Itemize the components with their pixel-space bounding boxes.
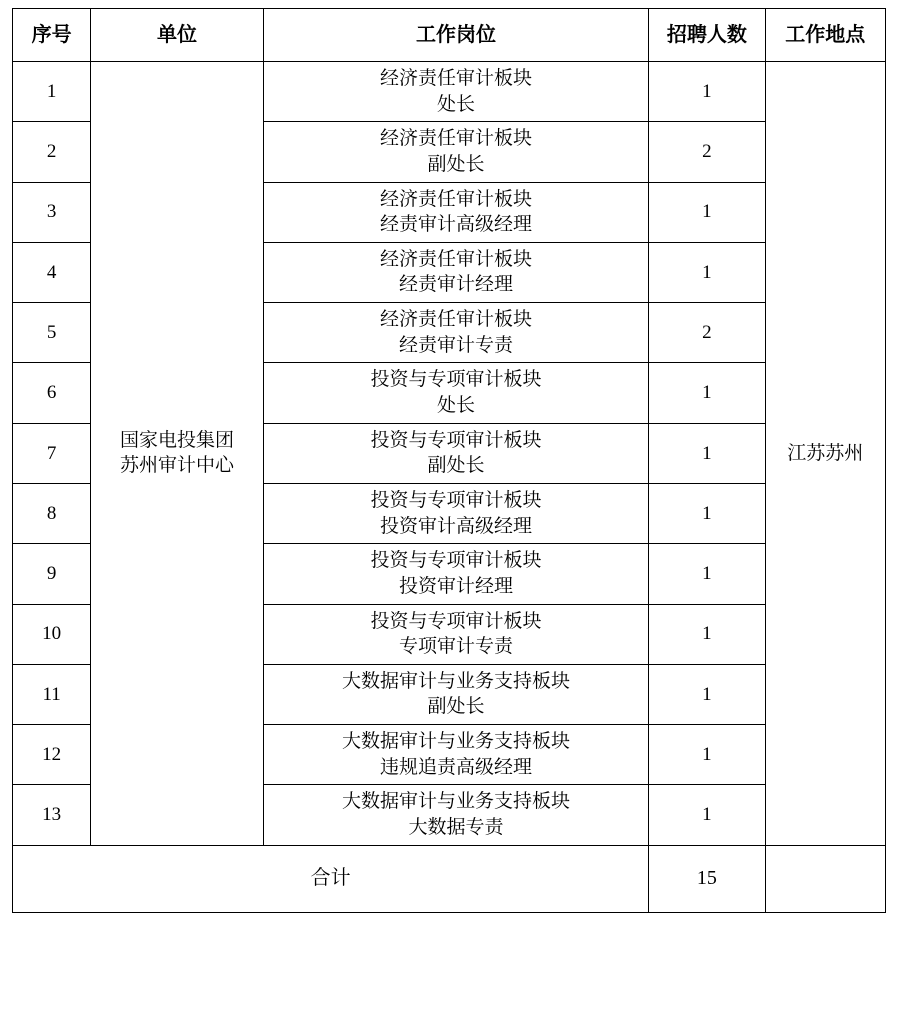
- total-row: [13, 845, 886, 912]
- cell-seq: 8: [13, 483, 91, 543]
- post-line-1: 大数据审计与业务支持板块: [341, 670, 570, 692]
- cell-post: [263, 62, 648, 122]
- cell-num: 1: [649, 604, 765, 664]
- total-num: 15: [649, 845, 765, 912]
- cell-num: 1: [649, 182, 765, 242]
- post-line-1: 投资与专项审计板块: [370, 369, 542, 391]
- total-location-blank: [765, 845, 885, 912]
- cell-post: [263, 664, 648, 724]
- cell-seq: 12: [13, 725, 91, 785]
- post-line-2: 投资审计经理: [398, 575, 513, 597]
- cell-num: 1: [649, 483, 765, 543]
- cell-num: 1: [649, 725, 765, 785]
- cell-num: 2: [649, 122, 765, 182]
- post-line-2: 违规追责高级经理: [379, 756, 532, 778]
- cell-post: [263, 725, 648, 785]
- header-seq: 序号: [13, 9, 91, 62]
- post-line-1: 经济责任审计板块: [379, 188, 532, 210]
- table-row: [13, 62, 886, 122]
- cell-unit: [91, 62, 264, 846]
- cell-post: [263, 363, 648, 423]
- post-line-1: 经济责任审计板块: [379, 68, 532, 89]
- post-line-1: 投资与专项审计板块: [370, 550, 542, 572]
- post-line-2: 大数据专责: [408, 817, 504, 839]
- cell-seq: 6: [13, 363, 91, 423]
- post-line-2: 副处长: [427, 153, 485, 175]
- post-line-1: 投资与专项审计板块: [370, 489, 542, 511]
- post-line-2: 投资审计高级经理: [379, 515, 532, 537]
- cell-post: [263, 303, 648, 363]
- recruitment-table: [12, 8, 886, 913]
- cell-seq: 4: [13, 242, 91, 302]
- cell-seq: 13: [13, 785, 91, 845]
- cell-seq: 9: [13, 544, 91, 604]
- unit-line-2: 苏州审计中心: [120, 455, 235, 477]
- cell-num: 1: [649, 62, 765, 122]
- post-line-1: 投资与专项审计板块: [370, 429, 542, 451]
- total-label: 合计: [13, 845, 649, 912]
- post-line-1: 大数据审计与业务支持板块: [341, 731, 570, 753]
- post-line-1: 经济责任审计板块: [379, 309, 532, 331]
- cell-location: [765, 62, 885, 846]
- table-header: [13, 9, 886, 62]
- cell-num: 2: [649, 303, 765, 363]
- post-line-1: 投资与专项审计板块: [370, 610, 542, 632]
- cell-num: 1: [649, 423, 765, 483]
- header-num: 招聘人数: [649, 9, 765, 62]
- cell-post: [263, 122, 648, 182]
- cell-seq: 10: [13, 604, 91, 664]
- header-loc: 工作地点: [765, 9, 885, 62]
- cell-seq: 7: [13, 423, 91, 483]
- cell-seq: 3: [13, 182, 91, 242]
- cell-seq: 2: [13, 122, 91, 182]
- post-line-2: 经责审计高级经理: [379, 214, 532, 236]
- cell-post: [263, 423, 648, 483]
- header-post: 工作岗位: [263, 9, 648, 62]
- post-line-1: 经济责任审计板块: [379, 128, 532, 150]
- cell-post: [263, 604, 648, 664]
- post-line-1: 大数据审计与业务支持板块: [341, 791, 570, 813]
- post-line-2: 经责审计专责: [398, 334, 513, 356]
- cell-post: [263, 182, 648, 242]
- cell-post: [263, 785, 648, 845]
- cell-num: 1: [649, 544, 765, 604]
- post-line-2: 经责审计经理: [398, 274, 513, 296]
- cell-seq: 1: [13, 62, 91, 122]
- post-line-1: 经济责任审计板块: [379, 248, 532, 270]
- cell-seq: 5: [13, 303, 91, 363]
- cell-num: 1: [649, 785, 765, 845]
- cell-num: 1: [649, 664, 765, 724]
- cell-num: 1: [649, 363, 765, 423]
- table-body: [13, 62, 886, 913]
- post-line-2: 副处长: [427, 696, 485, 718]
- cell-post: [263, 242, 648, 302]
- cell-seq: 11: [13, 664, 91, 724]
- post-line-2: 处长: [436, 395, 475, 417]
- cell-post: [263, 544, 648, 604]
- cell-post: [263, 483, 648, 543]
- post-line-2: 处长: [436, 93, 475, 115]
- location-text: 江苏苏州: [787, 442, 864, 464]
- header-unit: 单位: [91, 9, 264, 62]
- post-line-2: 专项审计专责: [398, 636, 513, 658]
- post-line-2: 副处长: [427, 455, 485, 477]
- header-row: [13, 9, 886, 62]
- cell-num: 1: [649, 242, 765, 302]
- unit-line-1: 国家电投集团: [120, 429, 235, 451]
